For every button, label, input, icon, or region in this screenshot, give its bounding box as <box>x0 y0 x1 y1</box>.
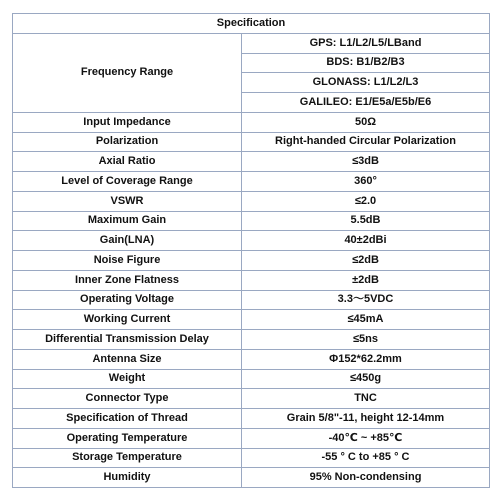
spec-value: 95% Non-condensing <box>242 468 490 488</box>
table-row <box>13 290 490 310</box>
title-row <box>13 14 490 34</box>
spec-value: 360° <box>242 172 490 192</box>
spec-label: Weight <box>13 369 242 389</box>
spec-value: Grain 5/8"-11, height 12-14mm <box>242 409 490 429</box>
spec-label: Gain(LNA) <box>13 231 242 251</box>
table-title: Specification <box>13 14 490 34</box>
frequency-value-bds: BDS: B1/B2/B3 <box>242 53 490 73</box>
table-row <box>13 330 490 350</box>
table-row <box>13 369 490 389</box>
table-row <box>13 448 490 468</box>
spec-label: Input Impedance <box>13 112 242 132</box>
table-row <box>13 33 490 53</box>
table-row <box>13 172 490 192</box>
spec-value: 5.5dB <box>242 211 490 231</box>
spec-label: Noise Figure <box>13 251 242 271</box>
spec-label: Inner Zone Flatness <box>13 270 242 290</box>
spec-label: Polarization <box>13 132 242 152</box>
table-row <box>13 251 490 271</box>
spec-value: ±2dB <box>242 270 490 290</box>
spec-label: Operating Temperature <box>13 428 242 448</box>
spec-label: Connector Type <box>13 389 242 409</box>
table-row <box>13 132 490 152</box>
table-row <box>13 349 490 369</box>
table-row <box>13 389 490 409</box>
spec-label: Working Current <box>13 310 242 330</box>
table-row <box>13 428 490 448</box>
spec-label: Humidity <box>13 468 242 488</box>
specification-table <box>12 13 490 488</box>
table-row <box>13 112 490 132</box>
spec-value: 3.3～5VDC <box>242 290 490 310</box>
spec-value: Right-handed Circular Polarization <box>242 132 490 152</box>
spec-value: ≤3dB <box>242 152 490 172</box>
spec-value: Φ152*62.2mm <box>242 349 490 369</box>
spec-value: ≤2.0 <box>242 191 490 211</box>
table-row <box>13 270 490 290</box>
spec-value: -40℃ ~ +85℃ <box>242 428 490 448</box>
table-row <box>13 152 490 172</box>
spec-label: Specification of Thread <box>13 409 242 429</box>
spec-value: ≤5ns <box>242 330 490 350</box>
table-row <box>13 211 490 231</box>
frequency-value-gps: GPS: L1/L2/L5/LBand <box>242 33 490 53</box>
spec-label: Antenna Size <box>13 349 242 369</box>
frequency-range-label: Frequency Range <box>13 33 242 112</box>
spec-value: ≤2dB <box>242 251 490 271</box>
spec-value: 50Ω <box>242 112 490 132</box>
spec-value: ≤45mA <box>242 310 490 330</box>
spec-label: Axial Ratio <box>13 152 242 172</box>
table-row <box>13 310 490 330</box>
spec-label: VSWR <box>13 191 242 211</box>
table-row <box>13 468 490 488</box>
frequency-value-galileo: GALILEO: E1/E5a/E5b/E6 <box>242 93 490 113</box>
table-row <box>13 191 490 211</box>
table-row <box>13 409 490 429</box>
table-row <box>13 231 490 251</box>
spec-label: Storage Temperature <box>13 448 242 468</box>
spec-value: 40±2dBi <box>242 231 490 251</box>
spec-label: Operating Voltage <box>13 290 242 310</box>
spec-value: ≤450g <box>242 369 490 389</box>
spec-value: TNC <box>242 389 490 409</box>
spec-label: Differential Transmission Delay <box>13 330 242 350</box>
spec-label: Level of Coverage Range <box>13 172 242 192</box>
spec-value: -55 ° C to +85 ° C <box>242 448 490 468</box>
spec-label: Maximum Gain <box>13 211 242 231</box>
frequency-value-glonass: GLONASS: L1/L2/L3 <box>242 73 490 93</box>
